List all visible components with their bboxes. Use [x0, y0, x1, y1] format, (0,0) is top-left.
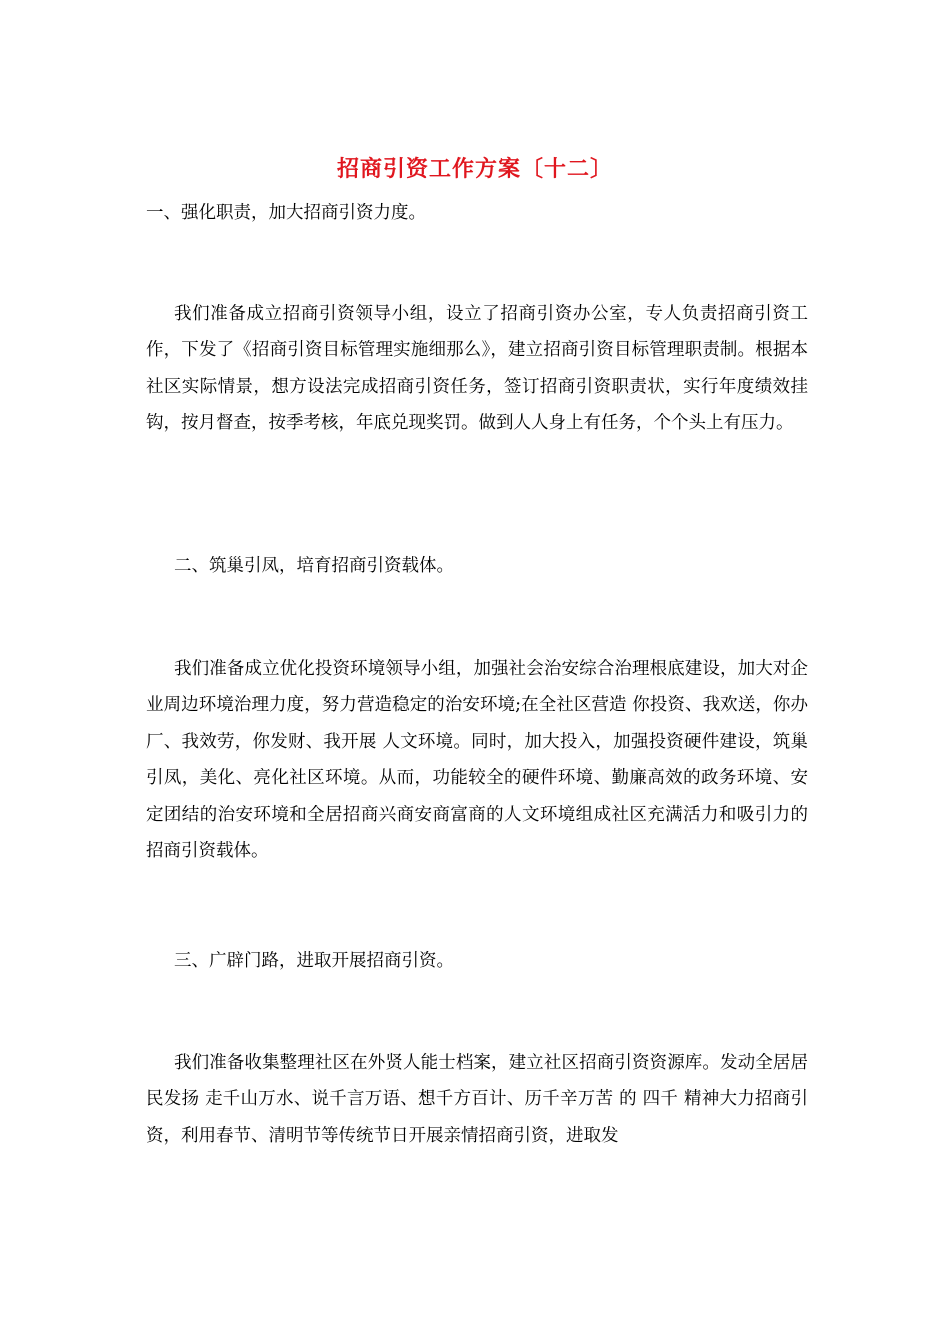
- document-title: 招商引资工作方案〔十二〕: [336, 156, 613, 182]
- section-1-paragraph: 我们准备成立招商引资领导小组，设立了招商引资办公室，专人负责招商引资工作，下发了《招商引资目标管理实施细那么》，建立招商引资目标管理职责制。根据本社区实际情景，想方设法完成招商引资任务，签订招商引资职责状，实行年度绩效挂钩，按月督查，按季考核，年底兑现奖罚。做到人人身上有任务，个个头上有压力。: [146, 304, 808, 434]
- section-3-paragraph: 我们准备收集整理社区在外贤人能士档案，建立社区招商引资资源库。发动全居居民发扬 走千山万水、说千言万语、想千方百计、历千辛万苦 的 四千 精神大力招商引资，利用春节、清明节等传统节日开展亲情招商引资，进取发: [146, 1053, 808, 1146]
- section-1-heading: 一、强化职责，加大招商引资力度。: [146, 203, 426, 223]
- section-2-paragraph: 我们准备成立优化投资环境领导小组，加强社会治安综合治理根底建设，加大对企业周边环境治理力度，努力营造稳定的治安环境;在全社区营造 你投资、我欢送，你办厂、我效劳，你发财、我开展 人文环境。同时，加大投入，加强投资硬件建设，筑巢引凤，美化、亮化社区环境。从而，功能较全的硬件环境、勤廉高效的政务环境、安定团结的治安环境和全居招商兴商安商富商的人文环境组成社区充满活力和吸引力的招商引资载体。: [146, 659, 808, 862]
- section-3-heading: 三、广辟门路，进取开展招商引资。: [174, 951, 454, 971]
- section-2-heading: 二、筑巢引凤，培育招商引资载体。: [174, 556, 454, 576]
